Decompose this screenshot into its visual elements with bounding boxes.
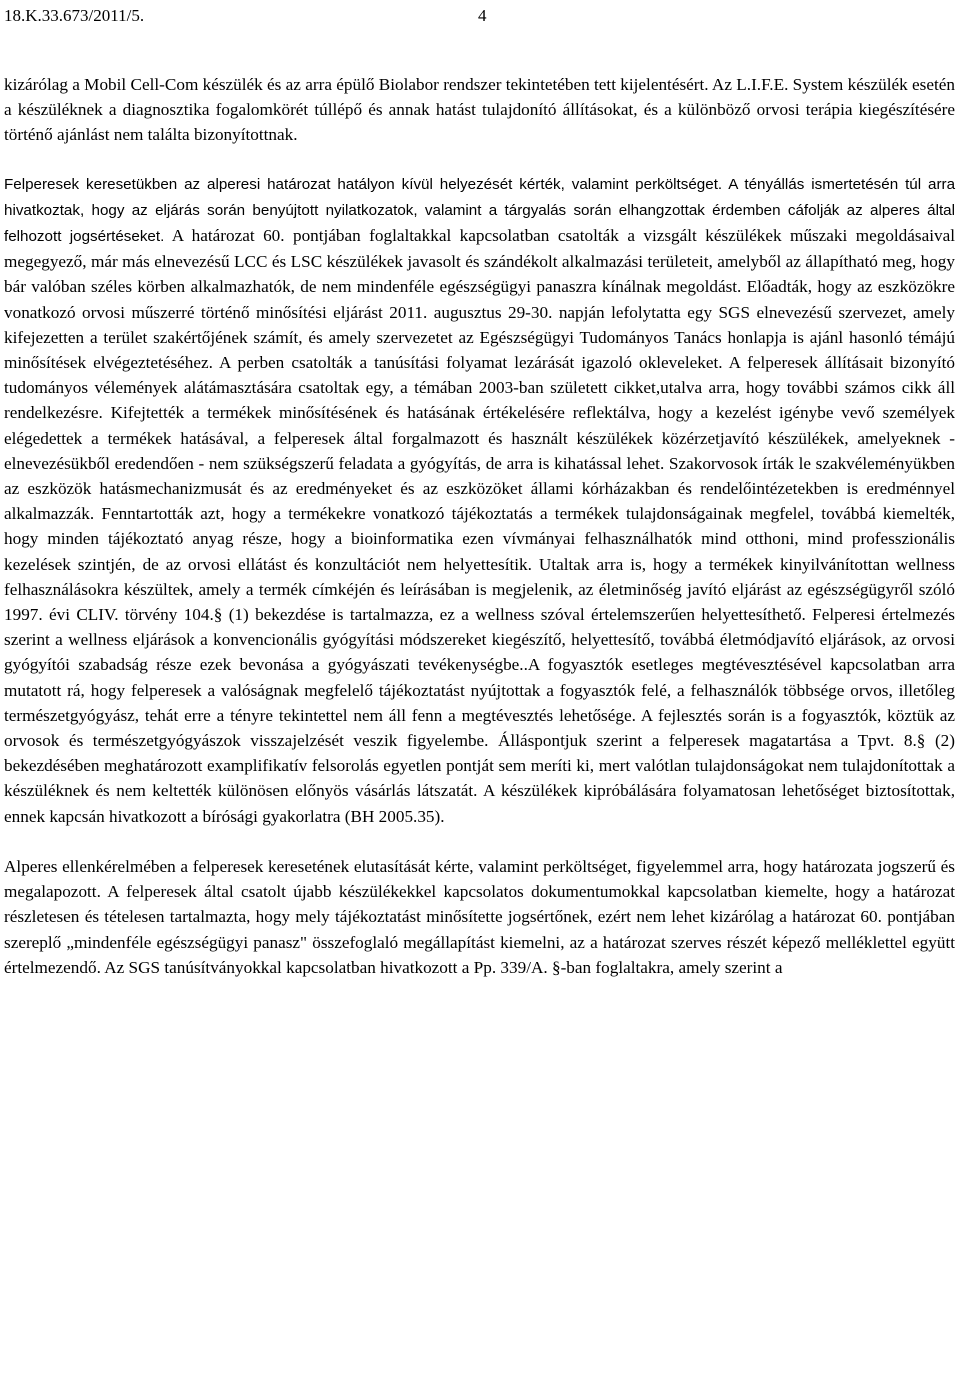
page-number: 4 [478, 6, 487, 25]
paragraph-3 [4, 854, 955, 980]
paragraph-1 [4, 72, 955, 148]
paragraph-2-lead-sentence: Felperesek keresetükben az alperesi határozat hatályon kívül helyezését kérték, valamint perköltséget. [4, 175, 723, 193]
document-page [4, 0, 955, 1377]
paragraph-2-main-text: A határozat 60. pontjában foglaltakkal kapcsolatban csatolták a vizsgált készülékek műszaki megoldásaival megegyező, már más elnevezésű LCC és LSC készülékek javasolt és szándékolt alkalmazási területeit, amelyből az állapítható meg, hogy bár valóban széles körben alkalmazhatók, de nem mindenféle egészségügyi panaszra kínálnak megoldást. Előadták, hogy az eszközökre vonatkozó orvosi műszerré történő minősítési eljárást 2011. augusztus 29-30. napján lefolytatta egy SGS elnevezésű szervezet, amely kifejezetten a terület szakértőjének számít, és amely szervezetet az Egészségügyi Tudományos Tanács honlapja is ajánl hasonló témájú minősítések elvégeztetéséhez. A perben csatolták a tanúsítási folyamat lezárását igazoló okleveleket. A felperesek állításait bizonyító tudományos vélemények alátámasztására csatoltak egy, a témában 2003-ban született cikket,utalva arra, hogy további számos cikk áll rendelkezésre. Kifejtették a termékek minősítésének és hatásának értékelésére reflektálva, hogy a kezelést igénybe vevő személyek elégedettek a termékek hatásával, a felperesek által forgalmazott és használt készülékek közérzetjavító készülékek, amelyeknek - elnevezésükből eredendően - nem szükségszerű feladata a gyógyítás, de arra is kihatással lehet. Szakorvosok írták le szakvéleményükben az eszközök hatásmechanizmusát és az eredményeket és az eszközöket állami kórházakban és rendelőintézetekben is eredménnyel alkalmazzák. Fenntartották azt, hogy a termékekre vonatkozó tájékoztatás a termékek tulajdonságainak megfelel, továbbá kiemelték, hogy minden tájékoztató anyag része, hogy a bioinformatika ezen vívmányai felhasználhatók mind otthoni, mind professzionális kezelések szintjén, de az orvosi ellátást és konzultációt nem helyettesítik. Utaltak arra is, hogy a termékek kinyilvánítottan wellness felhasználásokra készültek, amely a termék címkéjén és leírásában is megjelenik, az életminőség javító eljárást az egészségügyről szóló 1997. évi CLIV. törvény 104.§ (1) bekezdése is tartalmazza, ez a wellness szóval értelemszerűen helyettesíthető. Felperesi értelmezés szerint a wellness eljárások a konvencionális gyógyítási módszereket kiegészítő, helyettesítő, továbbá életmódjavító eljárások, az orvosi gyógyítói szabadság része ezek bevonása a gyógyászati tevékenységbe..A fogyasztók esetleges megtévesztésével kapcsolatban arra mutatott rá, hogy felperesek a valóságnak megfelelő tájékoztatást nyújtottak a fogyasztók felé, a felhasználók többsége orvos, illetőleg természetgyógyász, tehát erre a tényre tekintettel nem áll fenn a megtévesztés lehetősége. A fejlesztés során is a fogyasztók, köztük az orvosok és természetgyógyászok visszajelzését veszik figyelembe. Álláspontjuk szerint a felperesek magatartása a Tpvt. 8.§ (2) bekezdésében meghatározott examplifikatív felsorolás egyetlen pontját sem meríti ki, mert valótlan tulajdonságokat nem tulajdonítottak a készüléknek és nem keltették különösen előnyös vásárlás látszatát. A készülékek kipróbálására folyamatosan lehetőséget biztosítottak, ennek kapcsán hivatkozott a bírósági gyakorlatra (BH 2005.35). [4, 226, 955, 826]
paragraph-2-second-sentence: A tényállás ismertetésén túl arra hivatkoztak, hogy az eljárás során benyújtott nyilatkozatok, valamint a tárgyalás során elhangzottak érdemben cáfolják az alperes által felhozott jogsértéseket. [4, 175, 956, 246]
paragraph-2 [4, 171, 955, 829]
page-header [4, 4, 955, 28]
paragraph-1-text: kizárólag a Mobil Cell-Com készülék és az arra épülő Biolabor rendszer tekintetében tett kijelentésért. Az L.I.F.E. System készülék esetén a készüléknek a diagnosztika fogalomkörét túllépő és annak hatást tulajdonító állításokat, és a különböző orvosi terápia kiegészítésére történő ajánlást nem találta bizonyítottnak. [4, 75, 955, 145]
case-number: 18.K.33.673/2011/5. [4, 6, 145, 25]
paragraph-spacer [4, 829, 955, 854]
document-body [4, 72, 955, 980]
paragraph-3-text: Alperes ellenkérelmében a felperesek keresetének elutasítását kérte, valamint perköltséget, figyelemmel arra, hogy határozata jogszerű és megalapozott. A felperesek által csatolt újabb készülékekkel kapcsolatos dokumentumokkal kapcsolatban kiemelte, hogy a határozat részletesen és tételesen tartalmazta, hogy mely tájékoztatást minősítette jogsértőnek, ezért nem lehet kizárólag a határozat 60. pontjában szereplő „mindenféle egészségügyi panasz" összefoglaló megállapítást kiemelni, az a határozat szerves részét képező melléklettel együtt értelmezendő. Az SGS tanúsítványokkal kapcsolatban hivatkozott a Pp. 339/A. §-ban foglaltakra, amely szerint a [4, 856, 955, 977]
paragraph-spacer [4, 148, 955, 171]
